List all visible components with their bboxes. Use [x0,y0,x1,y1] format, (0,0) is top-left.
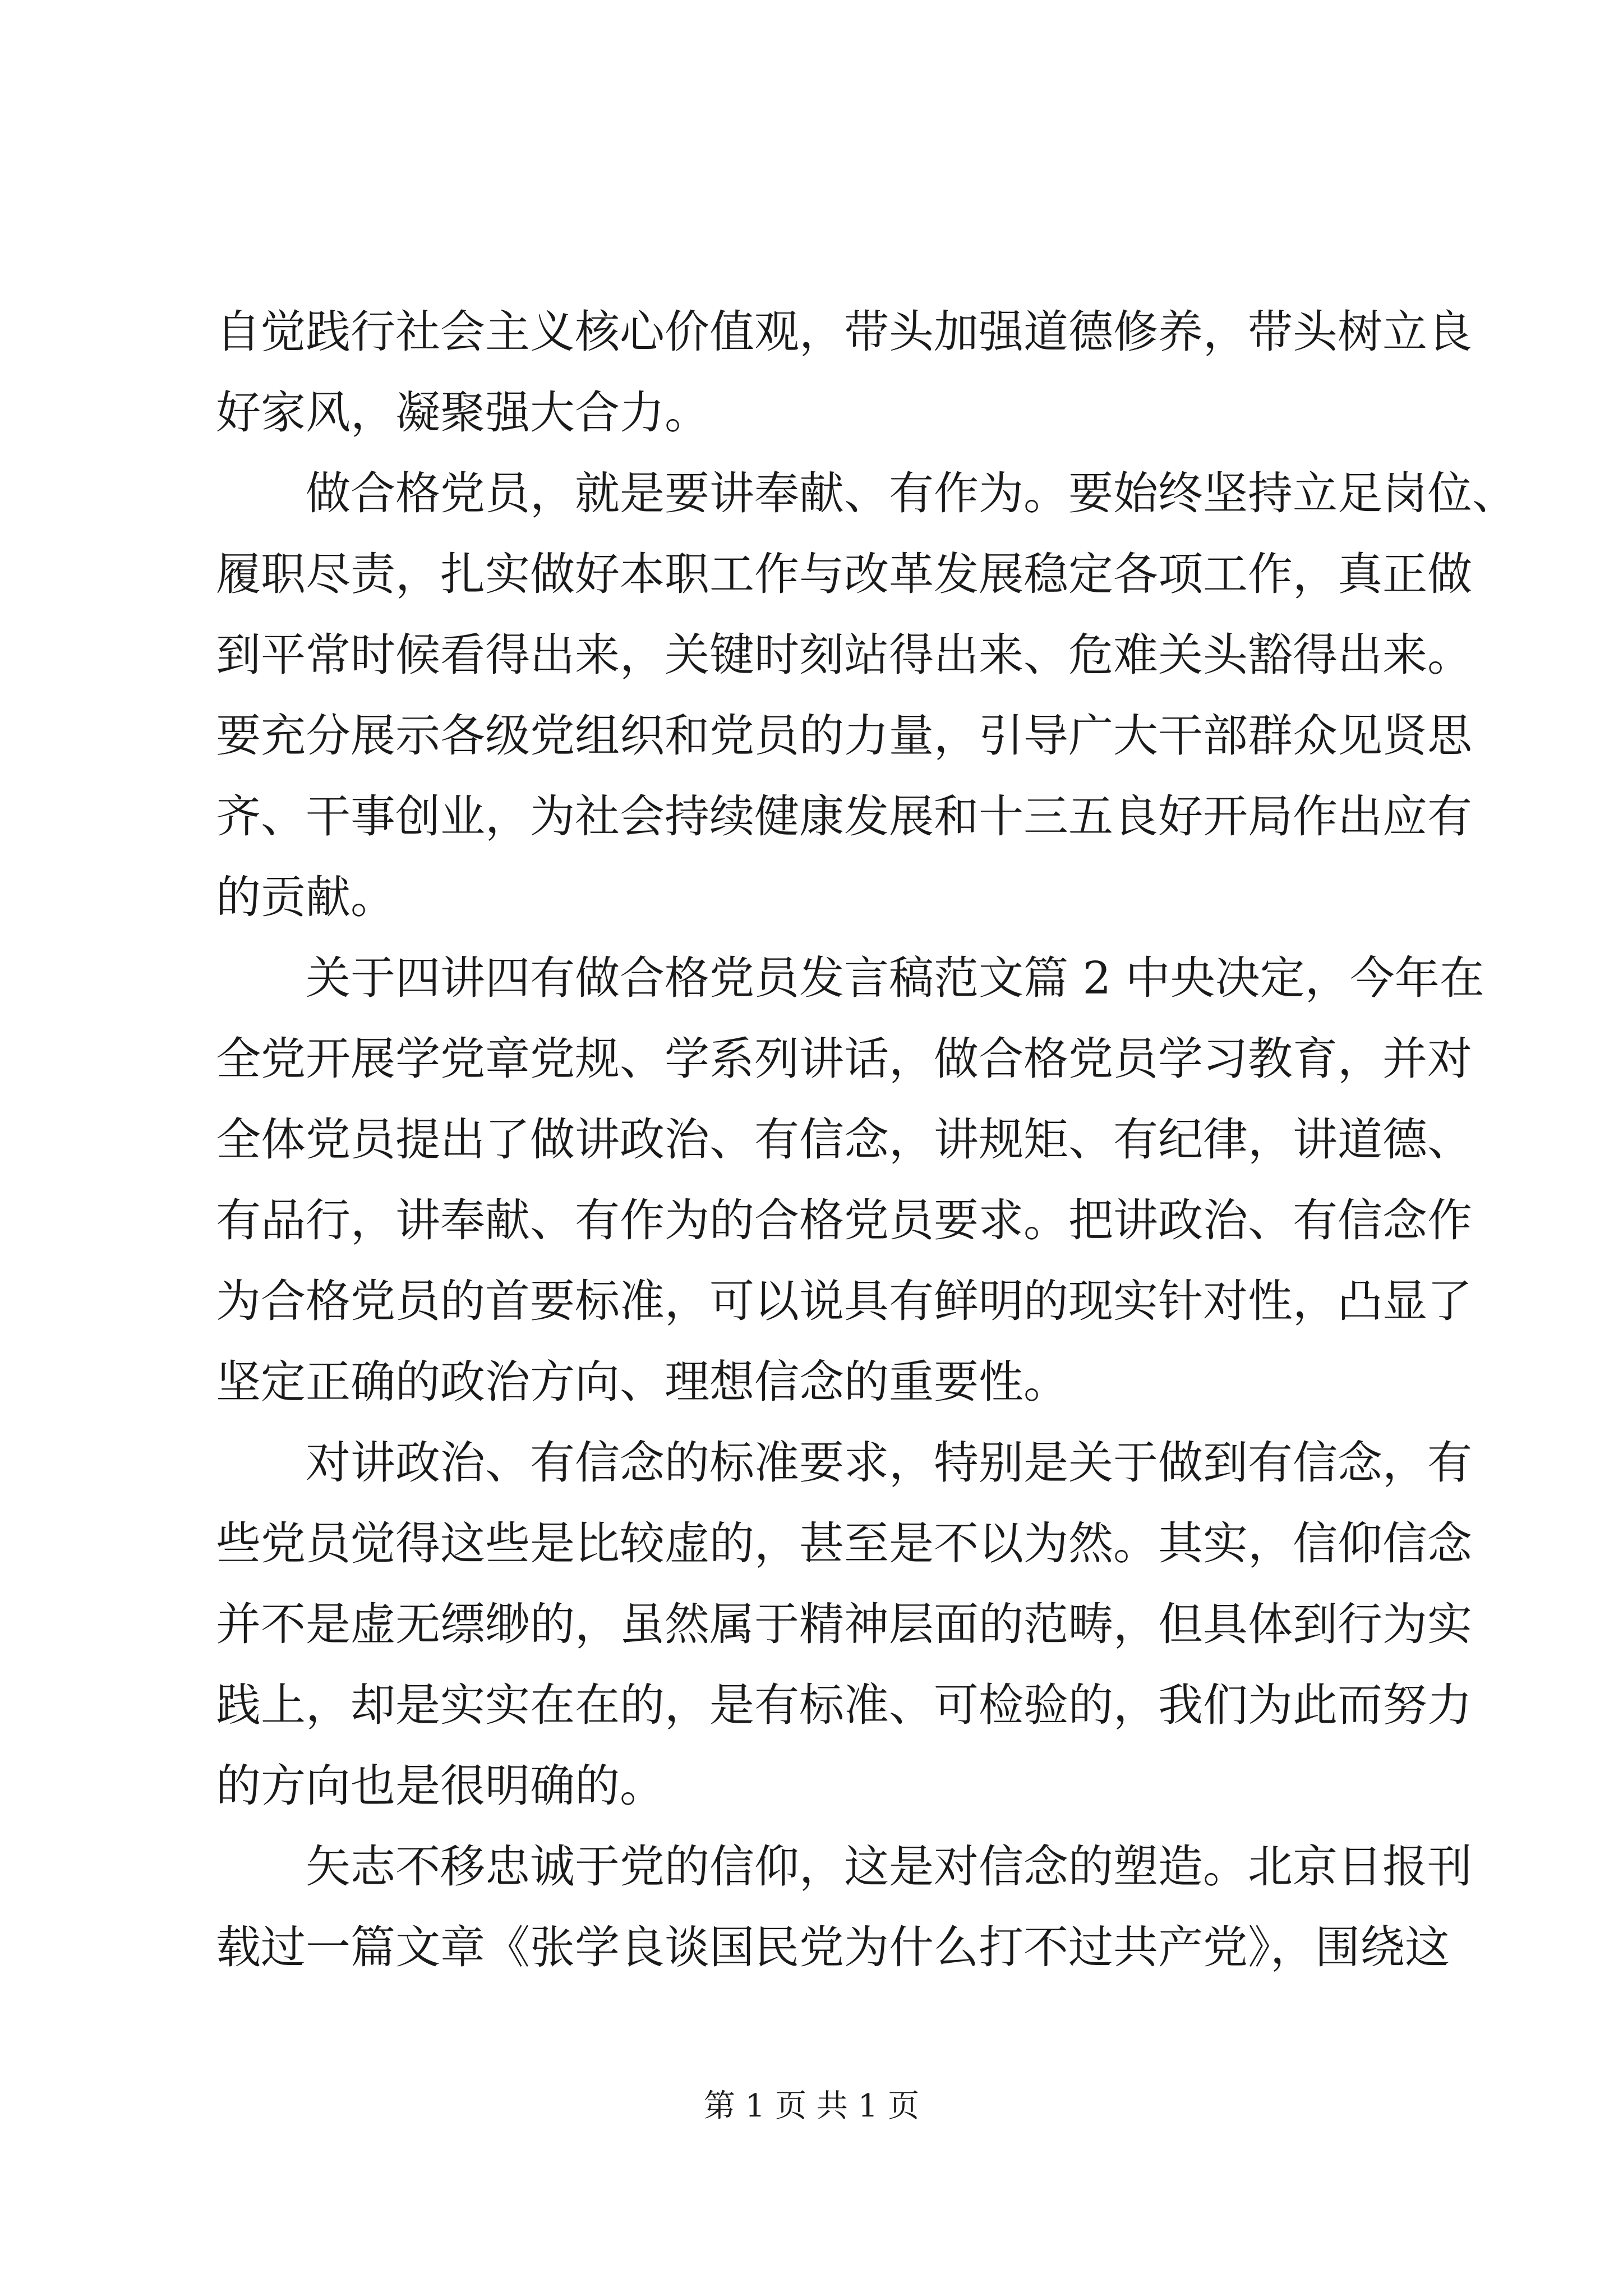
page-footer: 第 1 页 共 1 页 [703,2088,920,2124]
text-line: 对讲政治、有信念的标准要求，特别是关于做到有信念，有 [306,1437,1472,1489]
text-line: 要充分展示各级党组织和党员的力量，引导广大干部群众见贤思 [216,710,1472,762]
text-line: 坚定正确的政治方向、理想信念的重要性。 [216,1356,1068,1408]
text-line: 好家风，凝聚强大合力。 [216,386,709,439]
text-line: 做合格党员，就是要讲奉献、有作为。要始终坚持立足岗位、 [306,467,1517,519]
text-line: 全体党员提出了做讲政治、有信念，讲规矩、有纪律，讲道德、 [216,1114,1472,1166]
text-line: 的贡献。 [216,871,395,923]
text-line: 关于四讲四有做合格党员发言稿范文篇 2 中央决定，今年在 [306,952,1484,1004]
text-line: 践上，却是实实在在的，是有标准、可检验的，我们为此而努力 [216,1679,1472,1731]
text-line: 的方向也是很明确的。 [216,1760,665,1812]
text-line: 载过一篇文章《张学良谈国民党为什么打不过共产党》，围绕这 [216,1921,1450,1973]
text-line: 履职尽责，扎实做好本职工作与改革发展稳定各项工作，真正做 [216,548,1472,600]
body-text [216,292,1517,1988]
text-line: 到平常时候看得出来，关键时刻站得出来、危难关头豁得出来。 [216,629,1472,681]
text-line: 些党员觉得这些是比较虚的，甚至是不以为然。其实，信仰信念 [216,1517,1472,1570]
text-line: 矢志不移忠诚于党的信仰，这是对信念的塑造。北京日报刊 [306,1841,1472,1893]
text-line: 并不是虚无缥缈的，虽然属于精神层面的范畴，但具体到行为实 [216,1598,1472,1650]
text-line: 有品行，讲奉献、有作为的合格党员要求。把讲政治、有信念作 [216,1194,1472,1246]
text-line: 自觉践行社会主义核心价值观，带头加强道德修养，带头树立良 [216,306,1472,358]
text-line: 齐、干事创业，为社会持续健康发展和十三五良好开局作出应有 [216,790,1472,843]
text-line: 为合格党员的首要标准，可以说具有鲜明的现实针对性，凸显了 [216,1275,1472,1327]
text-line: 全党开展学党章党规、学系列讲话，做合格党员学习教育，并对 [216,1033,1472,1085]
